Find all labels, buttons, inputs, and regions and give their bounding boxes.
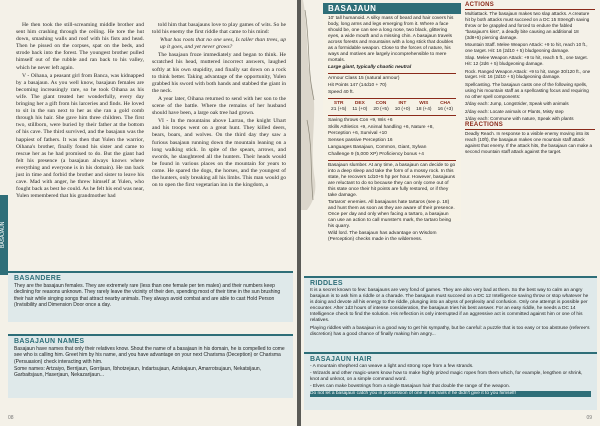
hit-points: Hit Points 147 (14d10 + 70): [328, 83, 387, 88]
trait: Basajaun slumber. At any time, a basajaun can decide to go into a deep sleep and take the form of a mossy rock. In this state, he recovers 1d10+5 hp per hour. However, basajauns are reluctant to do so because they can only come out of this state once their hit points are fully restored, or if they take damage.: [328, 163, 456, 198]
story-paragraph: told him that basajauns love to play games of wits. So he told his enemy the first riddle that came to his mind:: [152, 22, 286, 36]
page-number-right: 09: [586, 415, 592, 421]
trait: Tartaros' enemies. All basajauns hate tartaros (see p. 18) and hunt them as soon as they are aware of their presence. Once per day and only when facing a tartaro, a basajaun can use an action to call munster's mark, the tartaro being his quarry.: [328, 200, 455, 229]
ability-score: 21 (+5): [331, 107, 347, 112]
action: Slap. Melee Weapon Attack: +9 to hit, reach 5 ft., one target. Hit: 12 (2d6 + 5) bludgeoning damage.: [465, 55, 588, 67]
armor-class: Armour Class 15 (natural armour): [328, 76, 400, 81]
stat-block: [323, 3, 461, 242]
actions-column: [465, 2, 595, 156]
basajaun-illustration: [301, 0, 323, 210]
senses: Senses passive Perception 16: [328, 138, 393, 143]
riddle-quote: What has roots that no one sees, Is taller than trees, up up it goes, and yet never grows?: [160, 37, 286, 51]
monster-name: BASAJAUN: [323, 3, 461, 14]
names-title: BASAJAUN NAMES: [14, 338, 85, 345]
trait: Wild lord. The basajaun has advantage on Wisdom (Perception) checks made in the wilderness.: [328, 231, 437, 242]
monster-description: 10' tall humanoid. A silky mass of beard and hair covers his body, long arms and legs emerging from it. Where a face should be, one can see a long nose, two black, glittering eyes, a wide mouth and a missing chin. A basajaun travels across forests and mountains with a long stick that doubles as a formidable weapon. Close to the forces of nature, his ways and motives are largely incomprehensible to mere mortals.: [328, 16, 454, 63]
challenge: Challenge 9 (5,000 XP) Proficiency bonus +4: [328, 152, 424, 157]
story-paragraph: V - Oihana, a peasant girl from Banca, was kidnapped by a basajaun. As you well know, basajaun females are becoming increasingly rare, so he took Oihana as his wife. The giant treated her wonderfully, every day bringing her a gift from his larceries and finds. He loved to sit in the sun next to her as she ran a gold comb through his hair. She gave him three children. The first two, stillborn, were buried by their father at the bottom of his cave. The third survived, and the basajaun was the happiest of fathers. It was then that Yulen the warrior, Oihana's brother, finally found his sister and came to rescue her as he had promised to do. But the giant had felt his presence (a basajaun always knows where everything and everyone is in his domain). He ran back just in time and forbid the brother and sister to leave his cave. Mad with anger, he threw himself at Yulen, who fought back as best he could. As he felt his end was near, Yulen remembered that his grandmother had: [16, 72, 144, 200]
left-page: [0, 0, 297, 426]
story-paragraph: The basajaun froze immediately and began to think. He scratched his head, muttered incorrect answers, laughed softly at his own stupidity, and finally sat down on a rock to think better. Taking advantage of the opportunity, Yulen grabbed his sword with both hands and stabbed the giant in the neck.: [152, 52, 286, 94]
divider: [328, 73, 456, 74]
hair-box: [304, 352, 597, 410]
riddles-box: [304, 276, 597, 352]
names-list: Some names: Artzaiyo, Berrijaun, Gorrijaun, Ibhotzejaun, Indartsujaun, Aziskajaun, Amarrotsujaun, Nekatsijaun, Garbaitsjaun, Haserjaun, Nekazarijaun...: [14, 365, 262, 379]
ability-header: CON: [375, 101, 387, 106]
actions-heading: ACTIONS: [465, 3, 595, 10]
saving-throws: Saving throws Con +9, Wis +6: [328, 118, 393, 123]
story-paragraph: He then took the still-screaming middle brother and sent him crashing through the ceiling. He tore the hut down, smashing walls and roof with his fists and head. Then he pissed on the corpses, spat on the beds, and strode back into the forest. The youngest brother pulled himself out of the rubble and ran back to his valley, which he never left again.: [16, 22, 144, 71]
action: Spellcasting. The basajaun casts one of the following spells, using his mountain staff as a spellcasting focus and requiring no other spell components:: [465, 81, 589, 99]
ability-score: 16 (+3): [437, 107, 453, 112]
action: Mountain Staff. Melee Weapon Attack: +9 to hit, reach 10 ft., one target. Hit: 16 (2d10 + 5) bludgeoning damage.: [465, 41, 588, 53]
ability-header: CHA: [440, 101, 451, 106]
hair-item: - Wizards and other magic-users know how to make highly prized magic ropes from them which, for example, lengthen or shrink, knot and unknot, on a simple command word.: [310, 371, 583, 383]
chapter-tab: BASAJAUN: [0, 195, 8, 275]
right-page: [301, 0, 600, 426]
skills: Skills Athletics +9, Animal handling +6, Nature +8, Perception +6, Survival +10: [328, 125, 434, 136]
story-paragraph: A year later, Oihana returned to send with her son to the scene of the battle. Where the remains of her husband should have been, a large oak tree had grown.: [152, 95, 286, 117]
ability-header: INT: [398, 101, 407, 106]
divider: [328, 160, 456, 161]
riddles-text: It is a secret known to few: basajauns are very fond of games. They are also very bad at them. So the best way to calm an angry basajaun is to ask him a riddle or a charade. The basajaun must succeed on a DC 12 Intelligence saving throw or stop whatever he is doing and devote all his energy to the riddle, plunging into an abyss of perplexity and confusion. Only one attempt is possible per encounter. After 1d3 hours of intense consideration, the basajaun tries his best answer. For an easy riddle, he needs a DC 14 Intelligence check to find the solution. His reflection is only interrupted if an aggressive act is committed against him or one of his relatives.: [310, 288, 589, 324]
hair-warning: Do not let a basajaun catch you in possession of one of his hairs if he didn't give it to you himself!: [310, 391, 591, 397]
riddles-text: Playing riddles with a basajaun is a good way to get his sympathy, but be careful: a puzzle that is too easy or too abstruse (referee's discretion) has a good chance of finally making him angry...: [310, 325, 590, 337]
ability-score: 11 (+0): [352, 107, 368, 112]
story-paragraph: VI - In the mountains above Larrau, the knight Uhart and his troops went on a great hunt. They killed deers, bears, boars, and wolves. On the third day they saw a furious basajaun running down the mountain leaning on a long walking stick. In spite of the spears, arrows, and swords, he slaughtered all the hunters. Their heads would be found in various places on the mountain for years to come. He spared the dogs, the horses, and the youngest of the hunters, only breaking all his limbs. This man would go on to open the first vegetarian inn in the kingdom, a: [152, 118, 286, 189]
basandere-box: [8, 271, 293, 322]
speed: Speed 40 ft.: [328, 90, 354, 95]
action: Multiattack. The basajaun makes two slap attacks. A creature hit by both attacks must succeed on a DC 15 Strength saving throw or be grappled and forced to endure the fabled "basajaun's kiss", a deadly bite causing an additional 18 (3d8+5) piercing damage.: [465, 10, 590, 40]
hair-title: BASAJAUN HAIR: [310, 356, 372, 363]
reaction: Deadly Reach. In response to a visible enemy moving into its reach (10ft), the basajaun makes one mountain staff attack against that enemy. If the attack hits, the basajaun can make a second mountain staff attack against the target.: [465, 131, 593, 154]
languages: Languages Basajaun, Common, Giant, Sylvan: [328, 145, 427, 150]
hair-item: - A mountain shepherd can weave a light and strong rope from a few strands.: [310, 364, 474, 369]
spell-line: 1/day each: Commune with nature, Speak with plants: [465, 115, 574, 121]
ability-score: 20 (+5): [373, 107, 389, 112]
ability-score: 18 (+4): [416, 107, 432, 112]
ability-score: 10 (+0): [394, 107, 411, 112]
basandere-text: They are the basajaun females. They are extremely rare (less than one female per ten males) and their numbers keep declining for reasons unknown. They rarely leave the vicinity of their den, spending most of their time in the sun brushing their hair while singing songs that attract nearby animals. They always avoid combat and are able to cast Hold Person (Invisibility and Dimension Door once a day.: [14, 283, 281, 308]
names-box: [8, 334, 293, 398]
spell-line: 3/day each: Jump, Longstrider, Speak with animals: [465, 101, 569, 107]
riddles-title: RIDDLES: [310, 280, 343, 287]
spell-line: 2/day each: Locate animals or Plants, Misty step: [465, 108, 564, 114]
monster-type: Large giant, typically chaotic neutral: [328, 65, 412, 70]
names-text: Basajaun have names that only their relatives know. Shout the name of a basajaun in his domain, he is compelled to come see who is calling him. Greet him by his name, and you have advantage on your next Charisma (Deception) or Charisma (Persuasion) check interacting with him.: [14, 346, 285, 365]
divider: [328, 115, 456, 116]
ability-header: DEX: [354, 101, 365, 106]
basandere-title: BASANDERE: [14, 275, 62, 282]
story-column-1: [16, 22, 144, 201]
ability-header: STR: [333, 101, 344, 106]
ability-table: [328, 101, 456, 113]
action: Rock. Ranged Weapon Attack: +9 to hit, range 30/120 ft., one target. Hit: 16 (2d10 + 5) bludgeoning damage.: [465, 68, 591, 80]
page-number-left: 08: [8, 415, 14, 421]
hair-item: - Elves can make bowstrings from a single Basajaun hair that double the range of the weapon.: [310, 384, 510, 390]
divider: [328, 98, 456, 99]
ability-header: WIS: [419, 101, 429, 106]
reactions-heading: REACTIONS: [465, 123, 595, 130]
story-column-2: [152, 22, 286, 190]
